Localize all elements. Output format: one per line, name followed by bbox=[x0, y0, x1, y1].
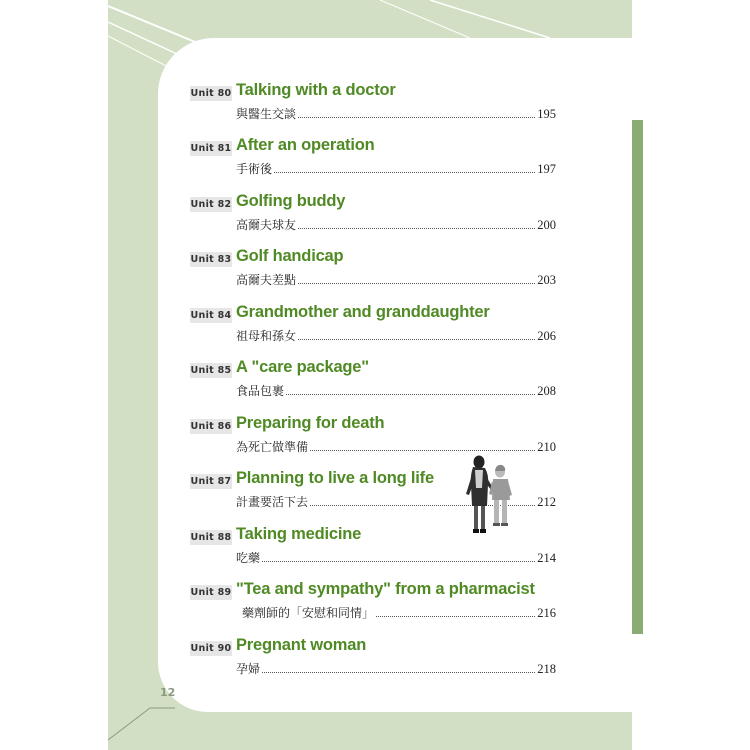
entry-title: Pregnant woman bbox=[236, 636, 367, 654]
entry-subtitle-line bbox=[236, 106, 556, 122]
toc-entry bbox=[190, 637, 560, 687]
dot-leader bbox=[298, 282, 535, 284]
entry-title: A "care package" bbox=[236, 358, 369, 376]
entry-page: 200 bbox=[537, 218, 556, 232]
entry-subtitle: 高爾夫球友 bbox=[236, 218, 297, 232]
entry-page: 206 bbox=[537, 329, 556, 343]
toc-entry bbox=[190, 359, 560, 409]
entry-subtitle: 計畫要活下去 bbox=[236, 495, 309, 509]
unit-badge: Unit 90 bbox=[190, 643, 232, 654]
unit-badge: Unit 85 bbox=[190, 365, 232, 376]
entry-page: 216 bbox=[537, 606, 556, 620]
entry-title: Taking medicine bbox=[236, 525, 362, 543]
entry-title: Golf handicap bbox=[236, 247, 344, 265]
unit-badge: Unit 88 bbox=[190, 532, 232, 543]
unit-badge: Unit 87 bbox=[190, 476, 232, 487]
unit-badge: Unit 80 bbox=[190, 88, 232, 99]
entry-subtitle: 吃藥 bbox=[236, 551, 261, 565]
dot-leader bbox=[298, 338, 535, 340]
dot-leader bbox=[310, 449, 535, 451]
entry-subtitle-line bbox=[236, 328, 556, 344]
unit-badge: Unit 86 bbox=[190, 421, 232, 432]
dot-leader bbox=[262, 671, 535, 673]
entry-subtitle: 為死亡做準備 bbox=[236, 440, 309, 454]
entry-subtitle: 藥劑師的「安慰和同情」 bbox=[242, 606, 375, 620]
unit-badge: Unit 82 bbox=[190, 199, 232, 210]
entry-subtitle: 手術後 bbox=[236, 162, 273, 176]
entry-subtitle-line bbox=[236, 661, 556, 677]
entry-subtitle-line bbox=[236, 605, 556, 621]
entry-page: 208 bbox=[537, 384, 556, 398]
dot-leader bbox=[262, 560, 535, 562]
entry-page: 203 bbox=[537, 273, 556, 287]
toc-entry bbox=[190, 193, 560, 243]
page-number: 12 bbox=[160, 686, 176, 699]
entry-title: Grandmother and granddaughter bbox=[236, 303, 490, 321]
entry-page: 195 bbox=[537, 107, 556, 121]
unit-badge: Unit 89 bbox=[190, 587, 232, 598]
entry-subtitle: 與醫生交談 bbox=[236, 107, 297, 121]
entry-subtitle-line bbox=[236, 217, 556, 233]
entry-subtitle-line bbox=[236, 439, 556, 455]
entry-title: Preparing for death bbox=[236, 414, 385, 432]
toc-entry bbox=[190, 137, 560, 187]
entry-subtitle-line bbox=[236, 383, 556, 399]
entry-title: After an operation bbox=[236, 136, 375, 154]
entry-title: Talking with a doctor bbox=[236, 81, 396, 99]
entry-subtitle-line bbox=[236, 161, 556, 177]
entry-subtitle-line bbox=[236, 550, 556, 566]
dot-leader bbox=[298, 227, 535, 229]
dot-leader bbox=[286, 393, 535, 395]
entry-page: 212 bbox=[537, 495, 556, 509]
entry-subtitle: 祖母和孫女 bbox=[236, 329, 297, 343]
unit-badge: Unit 84 bbox=[190, 310, 232, 321]
side-bar bbox=[632, 120, 643, 634]
dot-leader bbox=[376, 615, 535, 617]
entry-page: 210 bbox=[537, 440, 556, 454]
entry-subtitle-line bbox=[236, 272, 556, 288]
toc-entry bbox=[190, 248, 560, 298]
entry-page: 197 bbox=[537, 162, 556, 176]
entry-page: 218 bbox=[537, 662, 556, 676]
entry-title: "Tea and sympathy" from a pharmacist bbox=[236, 580, 535, 598]
entry-subtitle: 食品包裹 bbox=[236, 384, 285, 398]
toc-entry bbox=[190, 304, 560, 354]
unit-badge: Unit 83 bbox=[190, 254, 232, 265]
entry-subtitle: 高爾夫差點 bbox=[236, 273, 297, 287]
entry-subtitle: 孕婦 bbox=[236, 662, 261, 676]
people-illustration bbox=[462, 454, 518, 538]
dot-leader bbox=[298, 116, 535, 118]
toc-entry bbox=[190, 82, 560, 132]
entry-title: Golfing buddy bbox=[236, 192, 346, 210]
dot-leader bbox=[274, 171, 535, 173]
unit-badge: Unit 81 bbox=[190, 143, 232, 154]
toc-entry bbox=[190, 581, 560, 631]
entry-page: 214 bbox=[537, 551, 556, 565]
entry-title: Planning to live a long life bbox=[236, 469, 434, 487]
